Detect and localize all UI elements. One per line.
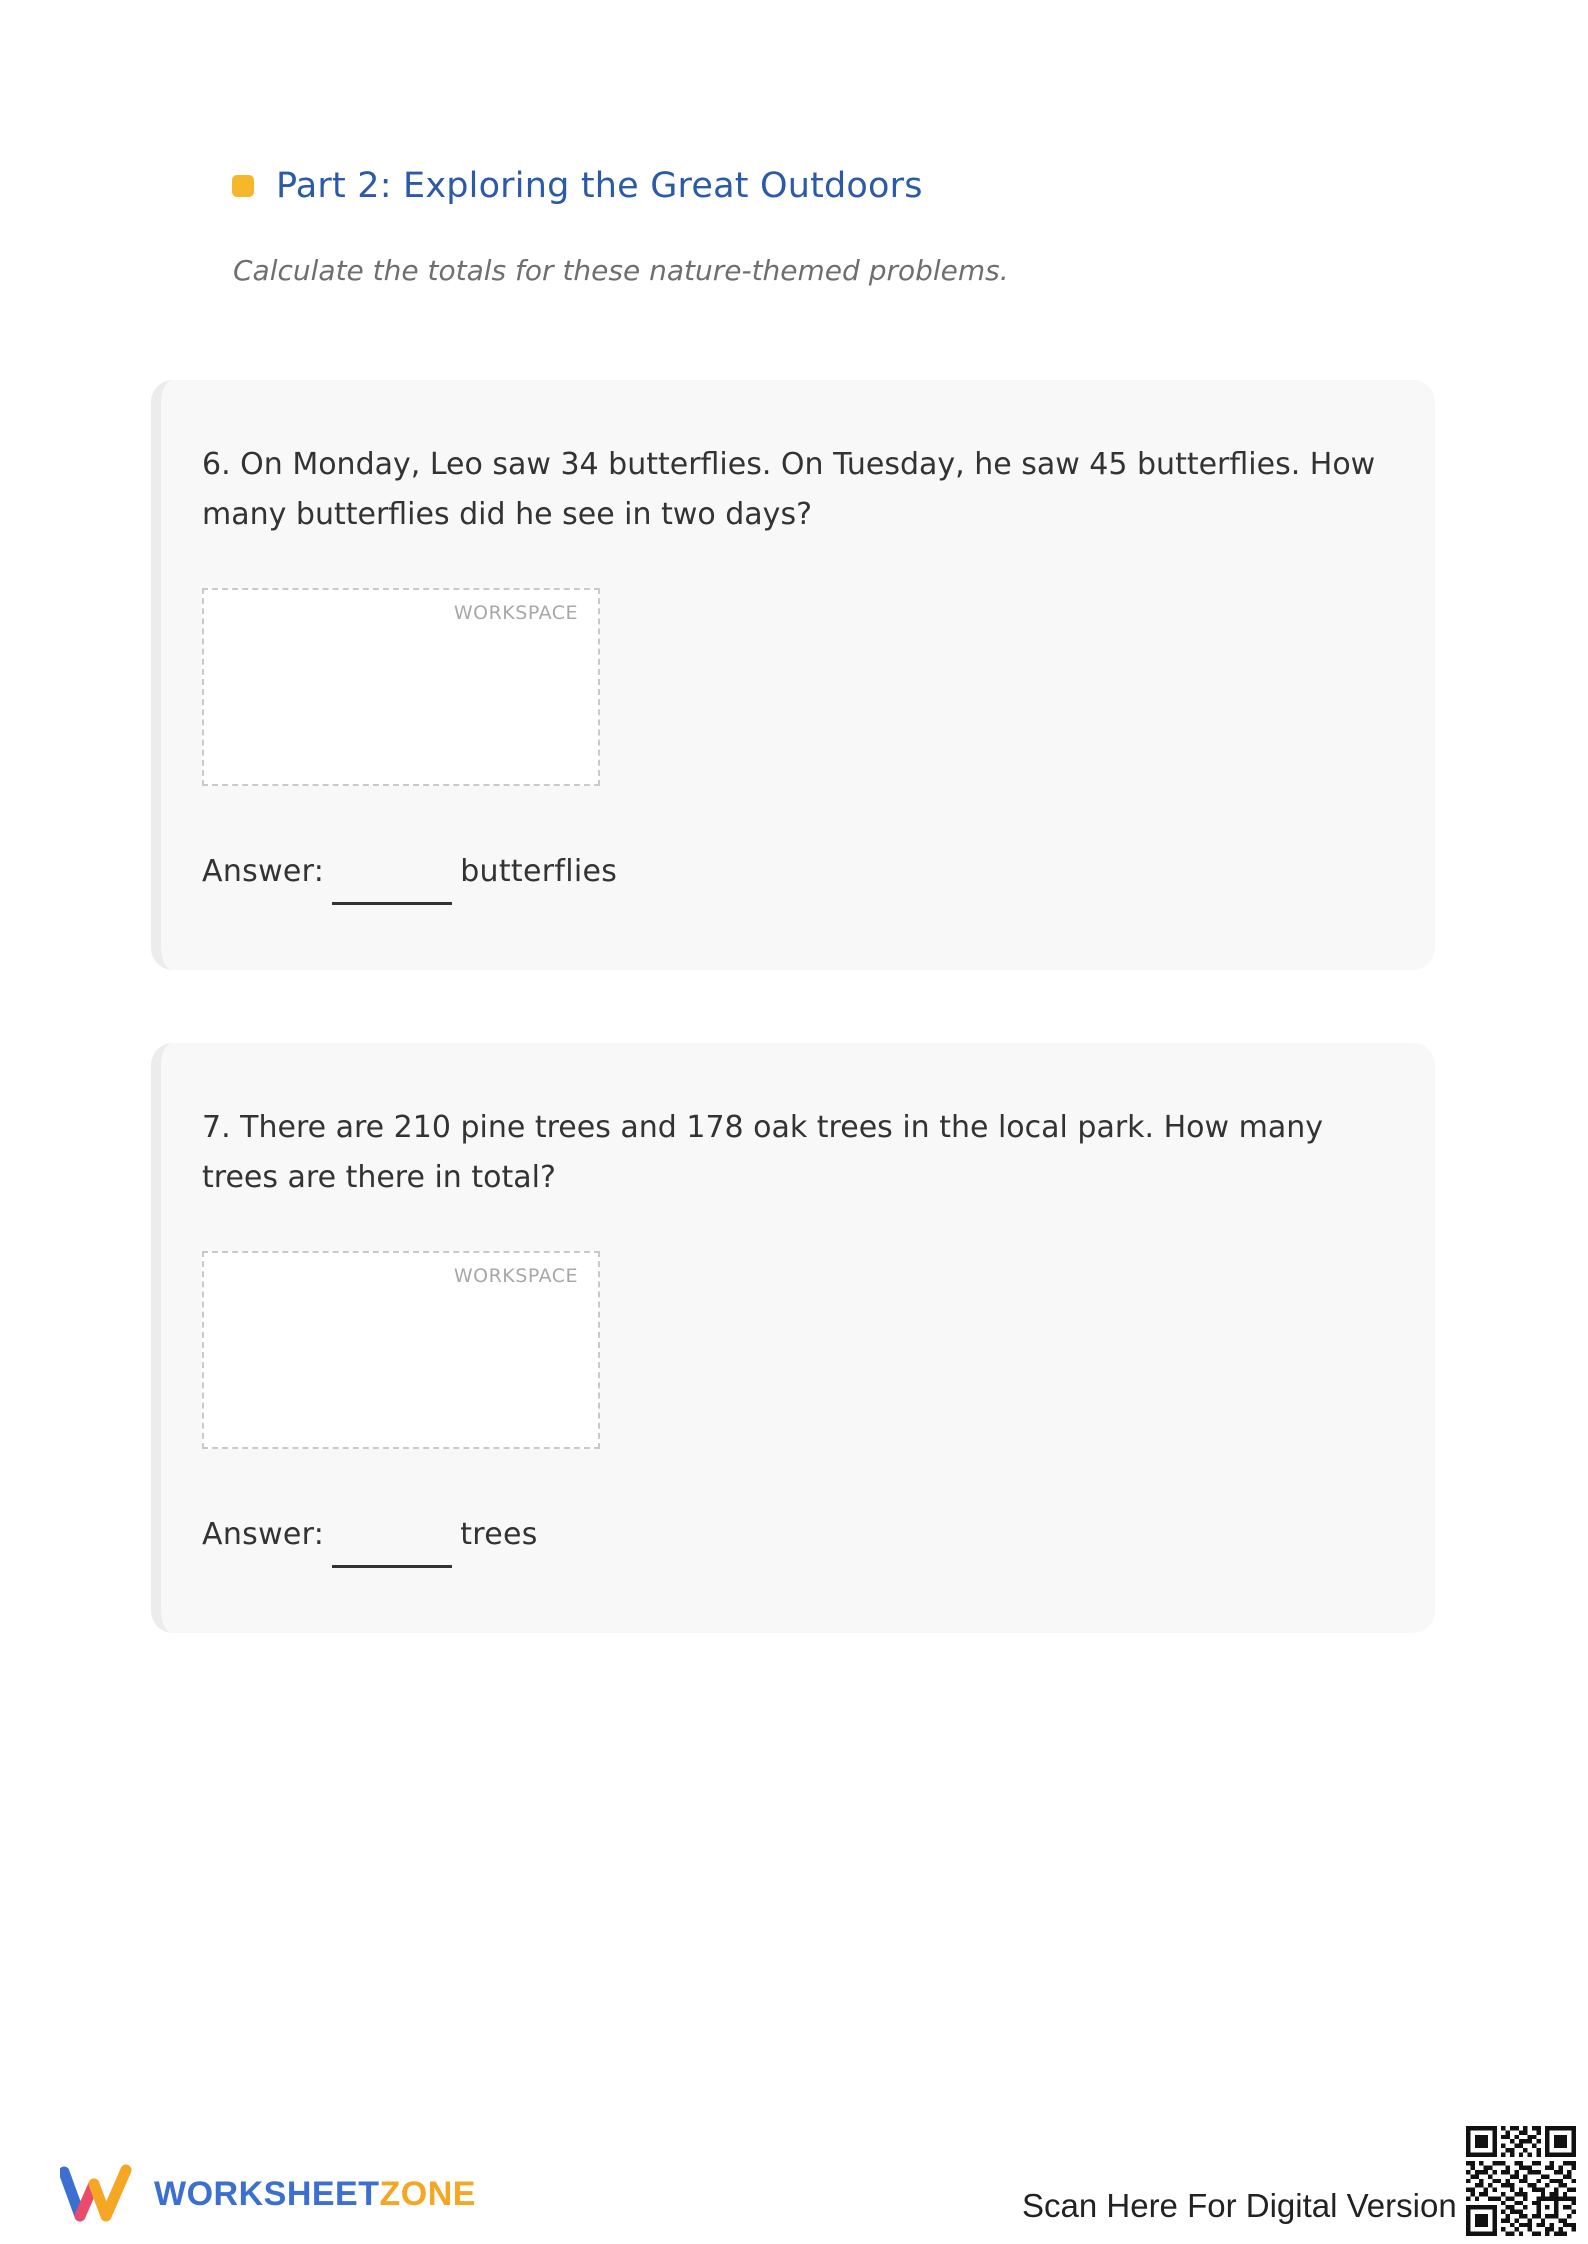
workspace-label: WORKSPACE: [453, 602, 578, 624]
answer-row: [202, 854, 617, 889]
problem-text: 6. On Monday, Leo saw 34 butterflies. On Tuesday, he saw 45 butterflies. How many butterflies did he see in two days?: [202, 447, 1376, 532]
workspace-box[interactable]: [202, 1251, 600, 1449]
section-title: Part 2: Exploring the Great Outdoors: [276, 166, 923, 206]
answer-label: Answer:: [202, 854, 325, 889]
section-subtitle: Calculate the totals for these nature-themed problems.: [233, 254, 1009, 287]
workspace-label: WORKSPACE: [453, 1265, 578, 1287]
qr-code-icon[interactable]: [1466, 2126, 1576, 2236]
answer-blank[interactable]: [332, 1539, 452, 1568]
answer-blank[interactable]: [332, 876, 452, 905]
brand-name-part1: WORKSHEET: [154, 2174, 380, 2213]
section-header: [232, 166, 923, 206]
worksheetzone-logo-icon: [60, 2164, 136, 2224]
brand-name: [154, 2175, 476, 2214]
scan-text: Scan Here For Digital Version: [1022, 2187, 1457, 2224]
workspace-box[interactable]: [202, 588, 600, 786]
footer-logo: [60, 2164, 476, 2224]
problem-card-6: [151, 380, 1435, 970]
answer-row: [202, 1517, 538, 1552]
problem-text: 7. There are 210 pine trees and 178 oak trees in the local park. How many trees are there in total?: [202, 1110, 1323, 1195]
answer-label: Answer:: [202, 1517, 325, 1552]
section-marker-icon: [232, 175, 254, 197]
answer-unit: butterflies: [460, 854, 618, 889]
brand-name-part2: ZONE: [379, 2174, 476, 2213]
problem-card-7: [151, 1043, 1435, 1633]
answer-unit: trees: [460, 1517, 538, 1552]
